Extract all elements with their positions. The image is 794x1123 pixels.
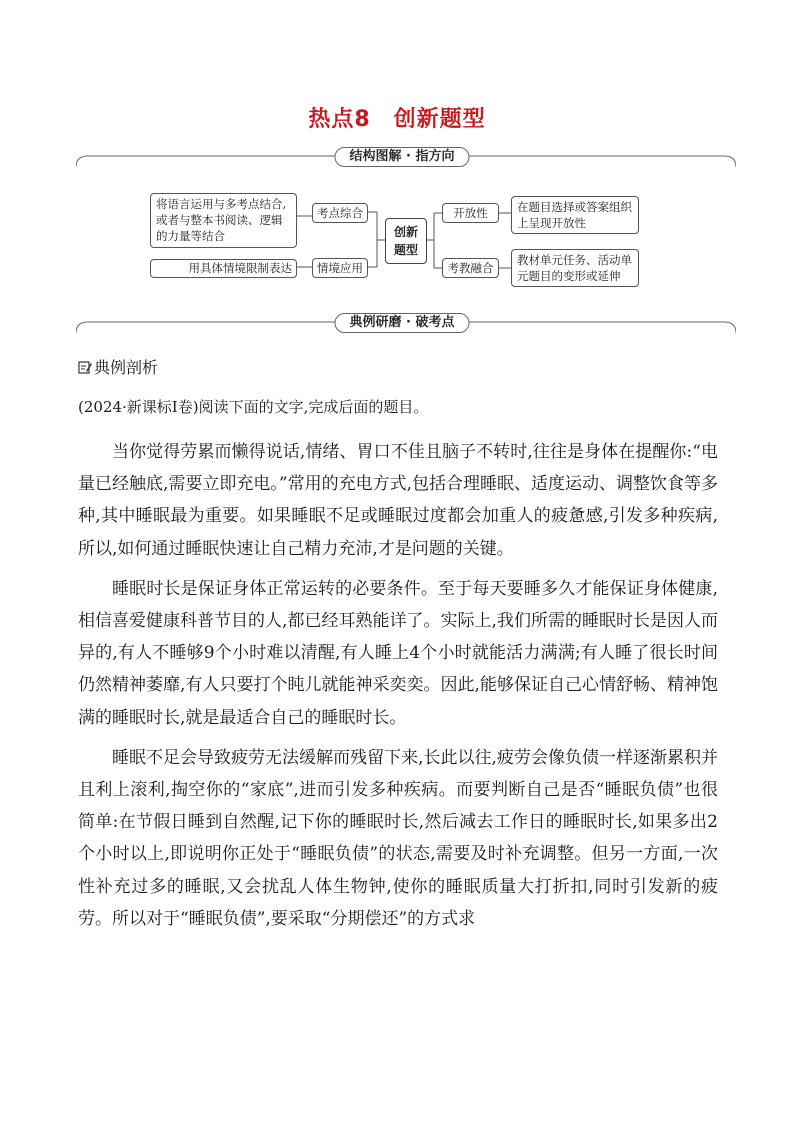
section-heading-text: 典例剖析 bbox=[94, 358, 159, 377]
mindmap-text-line: 将语言运用与多考点结合, bbox=[156, 197, 287, 211]
section-divider-examples bbox=[76, 313, 736, 333]
divider-label: 结构图解 · 指方向 bbox=[335, 147, 470, 167]
mindmap-text-line: 的力量等结合 bbox=[156, 229, 225, 243]
mindmap-text-line: 教材单元任务、活动单 bbox=[517, 253, 632, 267]
mindmap-text-line: 元题目的变形或延伸 bbox=[517, 269, 621, 283]
mindmap-node-topic-synthesis: 考点综合 bbox=[312, 203, 368, 223]
question-source: (2024·新课标Ⅰ卷)阅读下面的文字,完成后面的题目。 bbox=[78, 398, 429, 416]
mindmap-left-bottom-box: 用具体情境限制表达 bbox=[150, 259, 297, 278]
divider-label: 典例研磨 · 破考点 bbox=[335, 313, 470, 333]
mindmap-text-line: 上呈现开放性 bbox=[517, 216, 586, 230]
section-divider-structure bbox=[76, 147, 736, 167]
mindmap-center-line: 创新 bbox=[393, 225, 418, 239]
mindmap-center-line: 题型 bbox=[393, 243, 418, 257]
passage-paragraph: 当你觉得劳累而懒得说话,情绪、胃口不佳且脑子不转时,往往是身体在提醒你:“电量已经触底,需要立即充电。”常用的充电方式,包括合理睡眠、适度运动、调整饮食等多种,其中睡眠最为重要。如果睡眠不足或睡眠过度都会加重人的疲惫感,引发多种疾病,所以,如何通过睡眠快速让自己精力充沛,才是问题的关键。 bbox=[78, 442, 718, 559]
mindmap-center-node bbox=[385, 218, 427, 264]
section-heading bbox=[78, 355, 158, 378]
passage-paragraph: 睡眠不足会导致疲劳无法缓解而残留下来,长此以往,疲劳会像负债一样逐渐累积并且利上滚利,掏空你的“家底”,进而引发多种疾病。而要判断自己是否“睡眠负债”也很简单:在节假日睡到自然醒,记下你的睡眠时长,然后减去工作日的睡眠时长,如果多出2个小时以上,即说明你正处于“睡眠负债”的状态,需要及时补充调整。但另一方面,一次性补充过多的睡眠,又会扰乱人体生物钟,使你的睡眠质量大打折扣,同时引发新的疲劳。所以对于“睡眠负债”,要采取“分期偿还”的方式求 bbox=[78, 747, 718, 929]
passage-paragraph: 睡眠时长是保证身体正常运转的必要条件。至于每天要睡多久才能保证身体健康,相信喜爱健康科普节目的人,都已经耳熟能详了。实际上,我们所需的睡眠时长是因人而异的,有人不睡够9个小时难以清醒,有人睡上4个小时就能活力满满;有人睡了很长时间仍然精神萎靡,有人只要打个盹儿就能神采奕奕。因此,能够保证自己心情舒畅、精神饱满的睡眠时长,就是最适合自己的睡眠时长。 bbox=[78, 578, 718, 728]
mindmap-node-context-application: 情境应用 bbox=[312, 258, 368, 278]
mindmap-text-line: 在题目选择或答案组织 bbox=[517, 200, 632, 214]
mindmap-left-top-box bbox=[150, 193, 297, 248]
pencil-note-icon bbox=[78, 360, 92, 374]
passage bbox=[78, 436, 718, 943]
mindmap-node-teaching-integration: 考教融合 bbox=[442, 258, 499, 278]
mindmap-right-bottom-box bbox=[511, 249, 639, 287]
page-title: 热点8 创新题型 bbox=[308, 107, 486, 132]
mindmap-right-top-box bbox=[511, 196, 639, 234]
mindmap-node-openness: 开放性 bbox=[442, 203, 499, 223]
mindmap-text-line: 或者与整本书阅读、逻辑 bbox=[156, 213, 283, 227]
